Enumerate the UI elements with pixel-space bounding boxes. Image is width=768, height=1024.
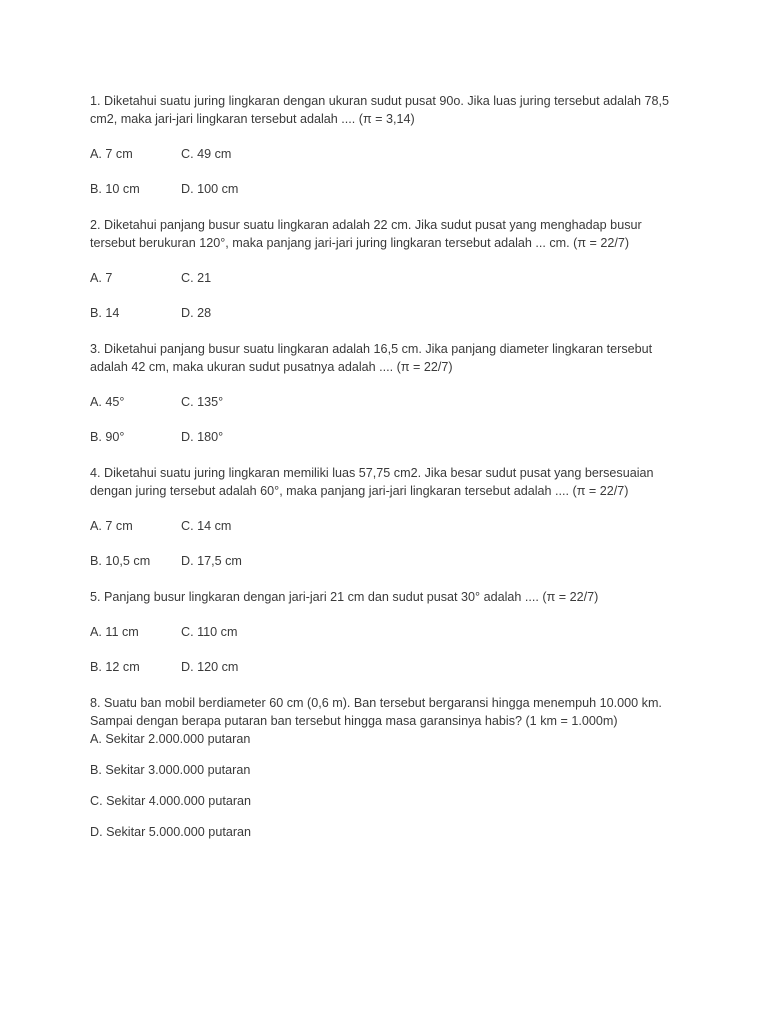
option-c: C. 21: [181, 271, 212, 285]
option-b: B. 14: [90, 306, 120, 320]
option-a: A. 7 cm: [90, 147, 133, 161]
option-c: C. 14 cm: [181, 519, 232, 533]
option-c: C. 110 cm: [181, 625, 238, 639]
question-4: [90, 464, 680, 570]
question-5: [90, 588, 680, 676]
option-c: C. Sekitar 4.000.000 putaran: [90, 794, 252, 808]
options-row: [90, 180, 680, 198]
question-text: 4. Diketahui suatu juring lingkaran memiliki luas 57,75 cm2. Jika besar sudut pusat yang bersesuaian dengan juring tersebut adalah 60°, maka panjang jari-jari lingkaran tersebut adalah .... (π = 22/7): [90, 466, 654, 498]
options-row: [90, 393, 680, 411]
option-d: D. 17,5 cm: [181, 554, 242, 568]
options-row: [90, 658, 680, 676]
question-text: 5. Panjang busur lingkaran dengan jari-jari 21 cm dan sudut pusat 30° adalah .... (π = 22/7): [90, 590, 599, 604]
option-a: A. 11 cm: [90, 625, 139, 639]
question-2: [90, 216, 680, 322]
options-row: [90, 428, 680, 446]
option-d: D. 100 cm: [181, 182, 239, 196]
question-3: [90, 340, 680, 446]
option-c: C. 135°: [181, 395, 224, 409]
document-page: [90, 92, 680, 841]
options-row: [90, 269, 680, 287]
question-text: 2. Diketahui panjang busur suatu lingkaran adalah 22 cm. Jika sudut pusat yang menghadap busur tersebut berukuran 120°, maka panjang jari-jari juring lingkaran tersebut adalah ... cm. (π = 22/7): [90, 218, 642, 250]
question-8: [90, 694, 680, 841]
option-d: D. 120 cm: [181, 660, 239, 674]
option-d: D. Sekitar 5.000.000 putaran: [90, 825, 252, 839]
options-row: [90, 552, 680, 570]
question-1: [90, 92, 680, 198]
question-text: 1. Diketahui suatu juring lingkaran dengan ukuran sudut pusat 90o. Jika luas juring tersebut adalah 78,5 cm2, maka jari-jari lingkaran tersebut adalah .... (π = 3,14): [90, 94, 669, 126]
options-row: [90, 623, 680, 641]
option-a: A. 7: [90, 271, 113, 285]
option-d: D. 28: [181, 306, 212, 320]
option-a: A. 45°: [90, 395, 125, 409]
options-row: [90, 304, 680, 322]
question-text: 3. Diketahui panjang busur suatu lingkaran adalah 16,5 cm. Jika panjang diameter lingkaran tersebut adalah 42 cm, maka ukuran sudut pusatnya adalah .... (π = 22/7): [90, 342, 653, 374]
option-d: D. 180°: [181, 430, 224, 444]
option-a: A. Sekitar 2.000.000 putaran: [90, 732, 251, 746]
option-a: A. 7 cm: [90, 519, 133, 533]
options-row: [90, 145, 680, 163]
option-b: B. 10,5 cm: [90, 554, 151, 568]
question-text: 8. Suatu ban mobil berdiameter 60 cm (0,6 m). Ban tersebut bergaransi hingga menempuh 10.000 km. Sampai dengan berapa putaran ban tersebut hingga masa garansinya habis? (1 km = 1.000m): [90, 696, 662, 728]
option-c: C. 49 cm: [181, 147, 232, 161]
options-row: [90, 517, 680, 535]
option-b: B. 10 cm: [90, 182, 140, 196]
option-b: B. 12 cm: [90, 660, 140, 674]
option-b: B. 90°: [90, 430, 125, 444]
option-b: B. Sekitar 3.000.000 putaran: [90, 763, 251, 777]
